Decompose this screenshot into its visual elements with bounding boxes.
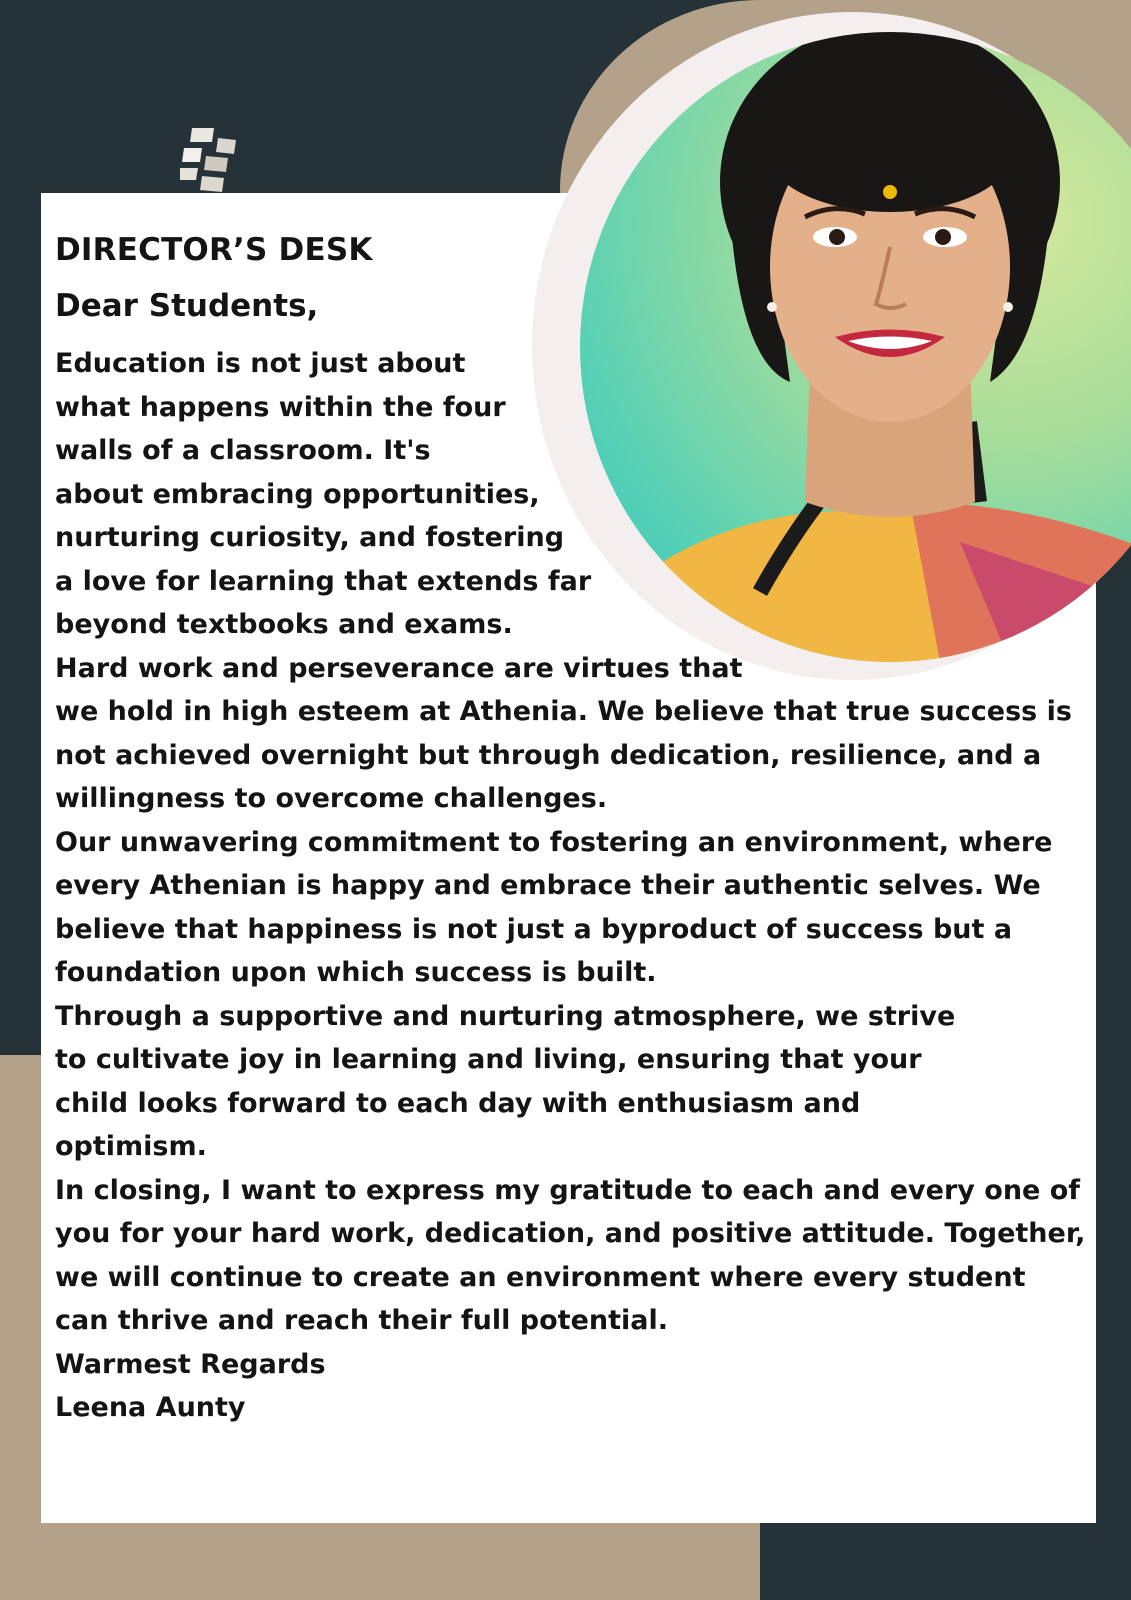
message-line: can thrive and reach their full potential.	[55, 1305, 668, 1336]
closing-line: Warmest Regards	[55, 1348, 326, 1380]
message-line: not achieved overnight but through dedication, resilience, and a	[55, 739, 1042, 771]
message-line: you for your hard work, dedication, and positive attitude. Together,	[55, 1218, 1086, 1249]
message-line: optimism.	[55, 1131, 207, 1162]
message-line: about embracing opportunities,	[55, 478, 540, 510]
message-line: a love for learning that extends far	[55, 565, 592, 597]
message-line: Through a supportive and nurturing atmosphere, we strive	[55, 1000, 956, 1032]
message-body	[55, 342, 1095, 1430]
message-line: Education is not just about	[55, 348, 466, 379]
message-line: walls of a classroom. It's	[55, 435, 431, 466]
message-line: willingness to overcome challenges.	[55, 783, 608, 814]
message-line: Our unwavering commitment to fostering an environment, where	[55, 826, 1053, 858]
message-line: we will continue to create an environment where every student	[55, 1261, 1026, 1293]
logo-mark-icon	[180, 128, 240, 194]
message-line: beyond textbooks and exams.	[55, 609, 513, 640]
page-title: DIRECTOR’S DESK	[55, 232, 373, 268]
message-line: every Athenian is happy and embrace their authentic selves. We	[55, 870, 1041, 901]
message-line: child looks forward to each day with enthusiasm and	[55, 1087, 861, 1119]
message-line: to cultivate joy in learning and living, ensuring that your	[55, 1044, 922, 1075]
message-line: nurturing curiosity, and fostering	[55, 522, 565, 553]
message-line: foundation upon which success is built.	[55, 957, 657, 988]
salutation: Dear Students,	[55, 288, 319, 324]
directors-message	[55, 228, 1095, 1430]
message-line: Hard work and perseverance are virtues that	[55, 652, 743, 684]
message-line: In closing, I want to express my gratitude to each and every one of	[55, 1174, 1081, 1206]
message-line: believe that happiness is not just a byproduct of success but a	[55, 913, 1013, 945]
message-line: we hold in high esteem at Athenia. We believe that true success is	[55, 696, 1072, 727]
message-line: what happens within the four	[55, 391, 506, 423]
signature-name: Leena Aunty	[55, 1392, 246, 1423]
